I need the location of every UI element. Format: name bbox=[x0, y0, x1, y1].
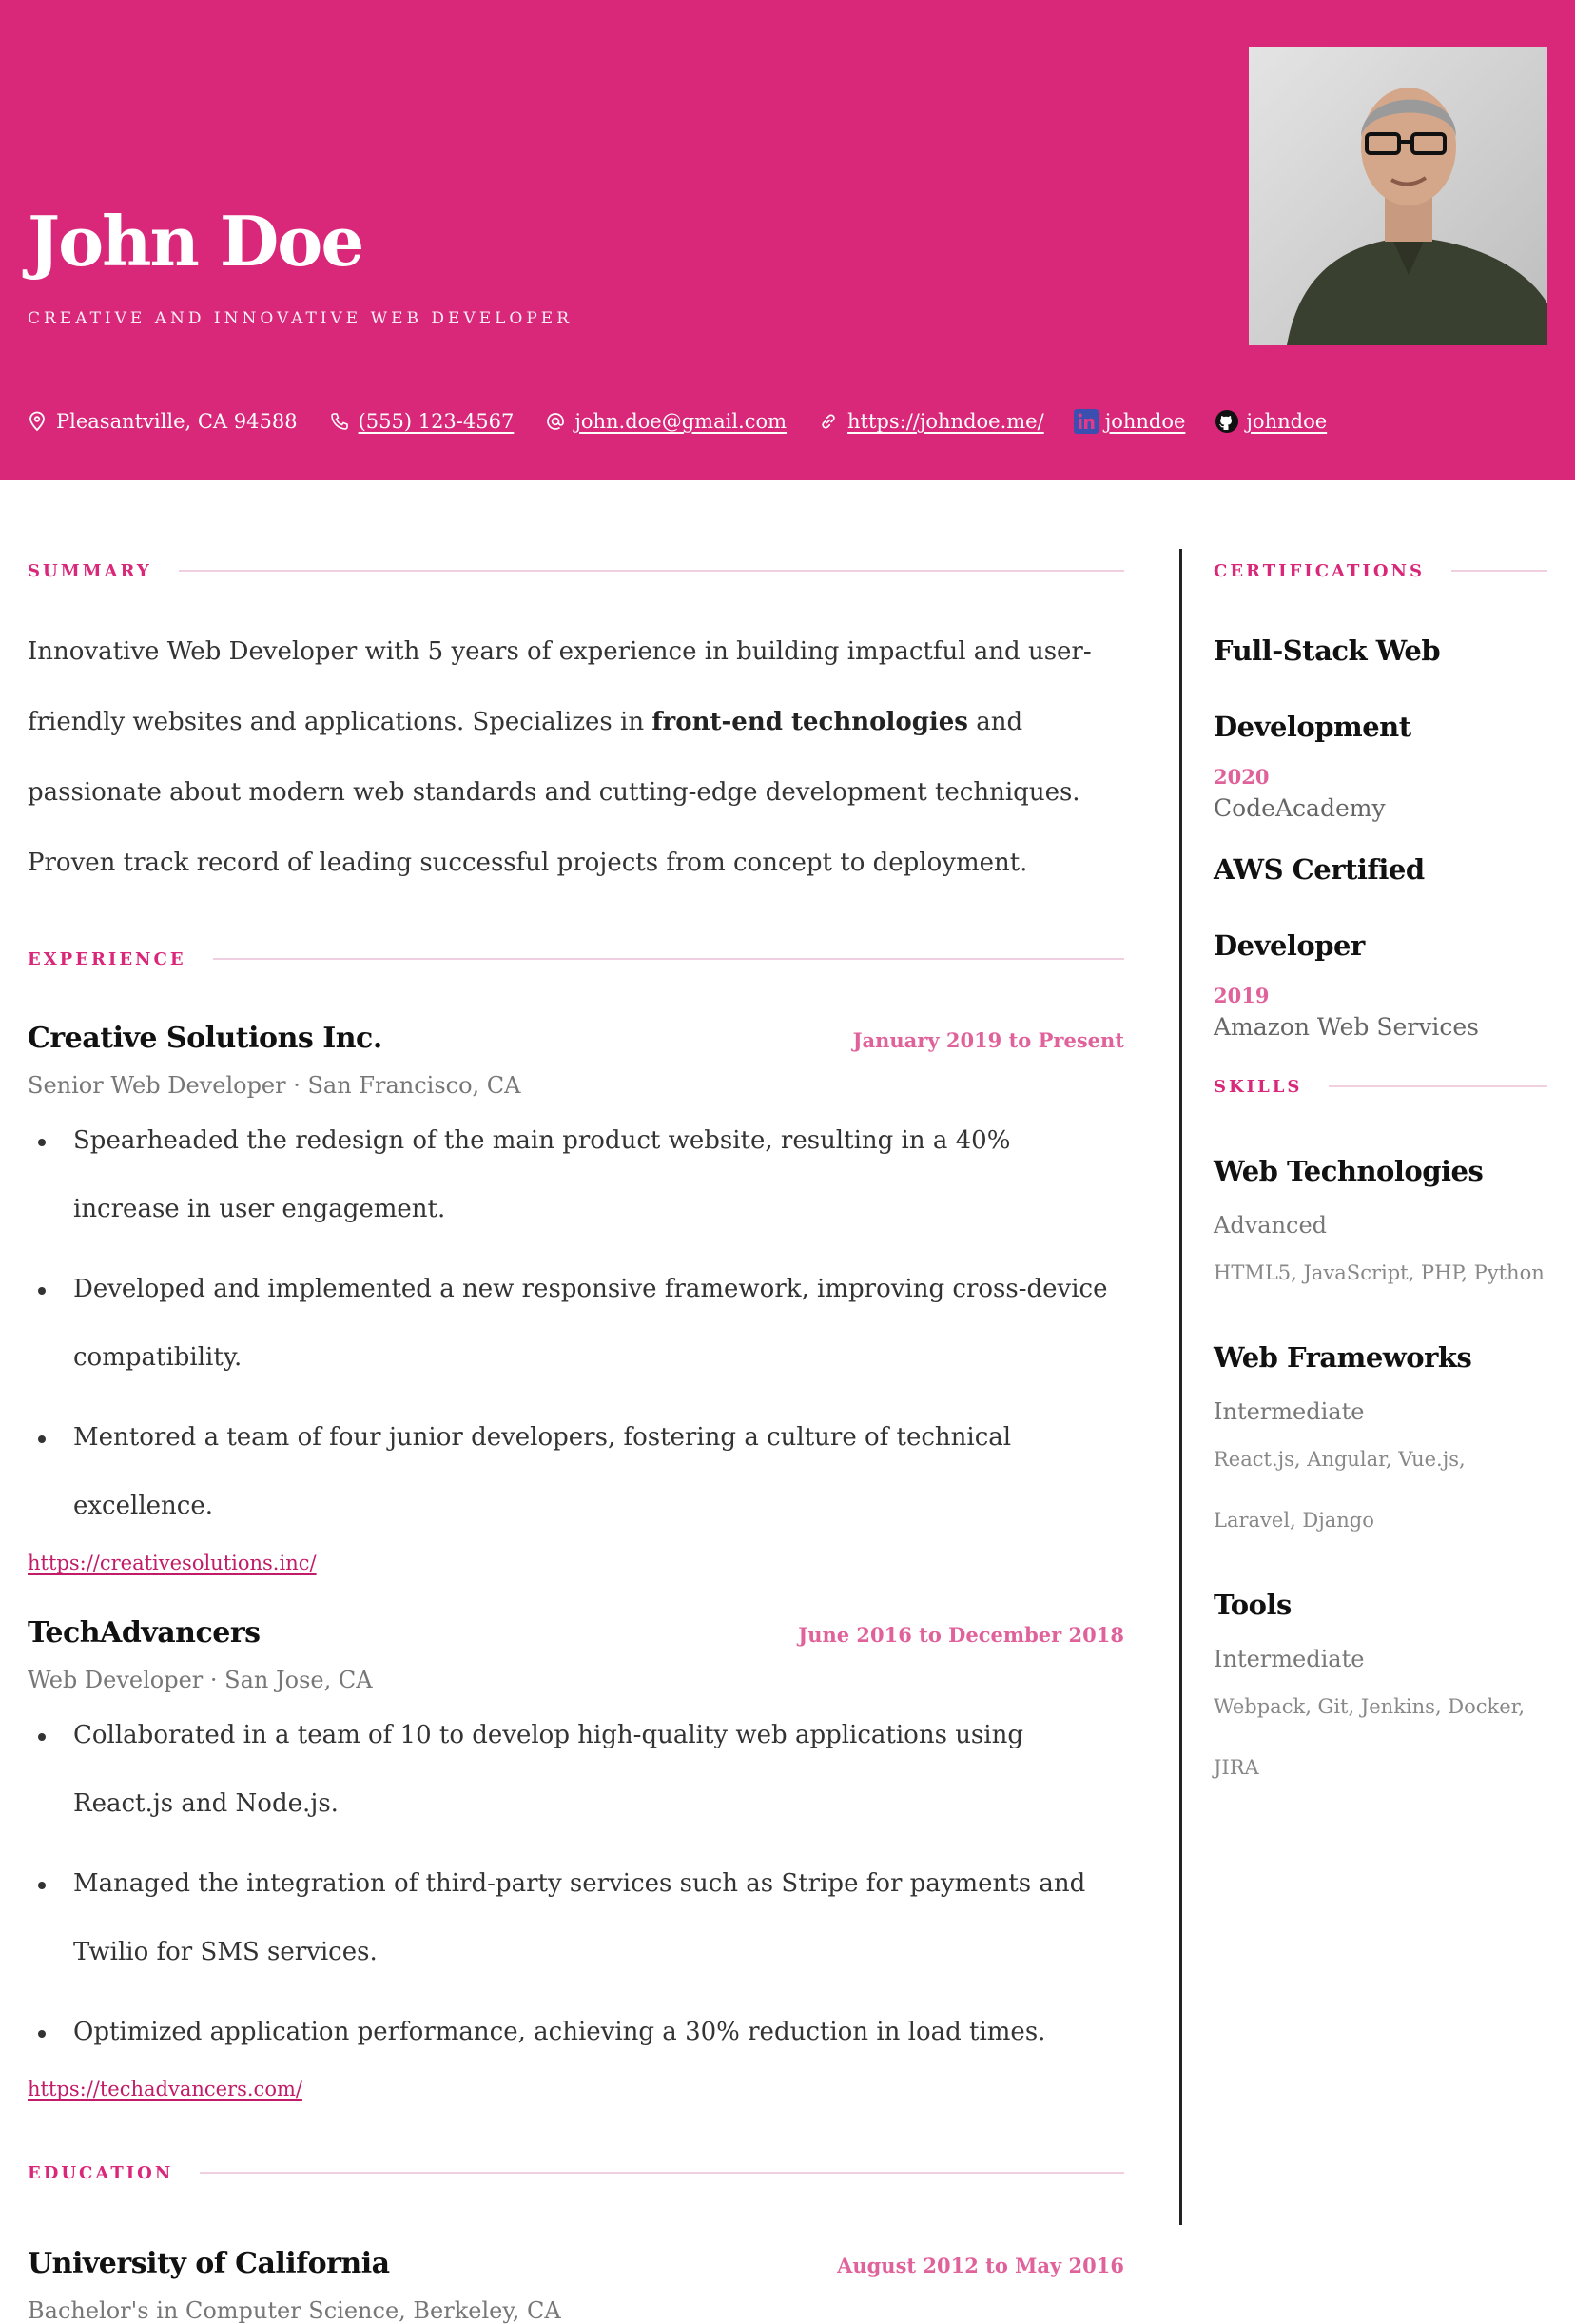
location-text: Pleasantville, CA 94588 bbox=[56, 410, 298, 433]
resume-header bbox=[0, 0, 1575, 480]
position-location: Senior Web Developer · San Francisco, CA bbox=[28, 1072, 521, 1099]
company-url-link[interactable]: https://creativesolutions.inc/ bbox=[28, 1552, 317, 1574]
certifications-heading bbox=[1214, 542, 1547, 599]
section-rule bbox=[1329, 1085, 1547, 1087]
position-location: Web Developer · San Jose, CA bbox=[28, 1667, 373, 1693]
education-title: EDUCATION bbox=[28, 2162, 174, 2183]
company-name: TechAdvancers bbox=[28, 1616, 261, 1650]
skill-item bbox=[1214, 1589, 1547, 1798]
experience-date: June 2016 to December 2018 bbox=[798, 1623, 1124, 1647]
degree-text: Bachelor's in Computer Science, Berkeley, CA bbox=[28, 2297, 561, 2324]
section-rule bbox=[200, 2172, 1124, 2174]
skill-keywords: Webpack, Git, Jenkins, Docker, JIRA bbox=[1214, 1695, 1526, 1779]
github-icon bbox=[1217, 412, 1236, 431]
contact-email bbox=[546, 410, 787, 433]
skill-level: Intermediate bbox=[1214, 1398, 1365, 1425]
skill-level: Intermediate bbox=[1214, 1646, 1365, 1672]
experience-bullets bbox=[28, 1106, 1124, 1540]
column-divider bbox=[1179, 549, 1182, 2225]
contact-github bbox=[1217, 410, 1327, 433]
bullet-item: Mentored a team of four junior developers, fostering a culture of technical excellence. bbox=[28, 1403, 1124, 1540]
phone-link[interactable]: (555) 123-4567 bbox=[358, 410, 515, 433]
summary-title: SUMMARY bbox=[28, 560, 152, 581]
skill-item bbox=[1214, 1155, 1547, 1303]
location-pin-icon bbox=[28, 412, 47, 431]
section-rule bbox=[1451, 570, 1547, 572]
skill-name: Tools bbox=[1214, 1589, 1292, 1621]
skill-keywords: React.js, Angular, Vue.js, Laravel, Django bbox=[1214, 1448, 1466, 1532]
institution-name: University of California bbox=[28, 2247, 390, 2280]
certification-issuer: Amazon Web Services bbox=[1214, 1013, 1479, 1041]
bullet-item: Spearheaded the redesign of the main product website, resulting in a 40% increase in user engagement. bbox=[28, 1106, 1124, 1243]
person-name: John Doe bbox=[28, 201, 363, 282]
skills-title: SKILLS bbox=[1214, 1076, 1303, 1097]
summary-heading bbox=[28, 542, 1124, 599]
contact-linkedin bbox=[1077, 410, 1186, 433]
summary-bold-text: front-end technologies bbox=[651, 708, 968, 736]
certification-year: 2019 bbox=[1214, 984, 1270, 1007]
skill-name: Web Frameworks bbox=[1214, 1341, 1472, 1374]
main-column bbox=[28, 542, 1124, 2324]
section-rule bbox=[213, 958, 1124, 960]
skill-item bbox=[1214, 1341, 1547, 1551]
bullet-item: Collaborated in a team of 10 to develop high-quality web applications using React.js and Node.js. bbox=[28, 1701, 1124, 1838]
skill-name: Web Technologies bbox=[1214, 1155, 1484, 1187]
certification-item bbox=[1214, 831, 1547, 1041]
bullet-item: Developed and implemented a new responsive framework, improving cross-device compatibility. bbox=[28, 1255, 1124, 1392]
certification-year: 2020 bbox=[1214, 765, 1270, 789]
experience-title: EXPERIENCE bbox=[28, 948, 186, 969]
company-url-link[interactable]: https://techadvancers.com/ bbox=[28, 2078, 302, 2100]
profile-photo bbox=[1249, 47, 1547, 345]
education-item bbox=[28, 2247, 1124, 2324]
summary-text: Innovative Web Developer with 5 years of experience in building impactful and user-friendly websites and applications. Specializes in front-end technologies and passionate about modern web standards and cutting-edge development techniques. Proven track record of leading successful projects from concept to deployment. bbox=[28, 637, 1092, 877]
skills-heading bbox=[1214, 1058, 1547, 1115]
education-heading bbox=[28, 2144, 1124, 2201]
github-link[interactable]: johndoe bbox=[1246, 410, 1328, 433]
contact-phone bbox=[330, 410, 515, 433]
section-rule bbox=[179, 570, 1124, 572]
linkedin-icon bbox=[1077, 412, 1096, 431]
skill-keywords: HTML5, JavaScript, PHP, Python bbox=[1214, 1261, 1545, 1284]
link-icon bbox=[819, 412, 838, 431]
company-name: Creative Solutions Inc. bbox=[28, 1022, 382, 1055]
certification-name: AWS Certified Developer bbox=[1214, 853, 1425, 962]
contact-location bbox=[28, 410, 298, 433]
bullet-item: Optimized application performance, achieving a 30% reduction in load times. bbox=[28, 1998, 1124, 2066]
experience-item bbox=[28, 1616, 1124, 2100]
person-headline: CREATIVE AND INNOVATIVE WEB DEVELOPER bbox=[28, 309, 573, 328]
linkedin-link[interactable]: johndoe bbox=[1104, 410, 1186, 433]
contact-website bbox=[819, 410, 1044, 433]
sidebar-column bbox=[1214, 542, 1547, 1798]
certification-issuer: CodeAcademy bbox=[1214, 794, 1386, 822]
website-link[interactable]: https://johndoe.me/ bbox=[847, 410, 1044, 433]
skill-level: Advanced bbox=[1214, 1212, 1328, 1239]
contact-bar bbox=[28, 410, 1327, 433]
at-sign-icon bbox=[546, 412, 565, 431]
phone-icon bbox=[330, 412, 349, 431]
certification-item bbox=[1214, 613, 1547, 822]
bullet-item: Managed the integration of third-party services such as Stripe for payments and Twilio for SMS services. bbox=[28, 1849, 1124, 1986]
experience-bullets bbox=[28, 1701, 1124, 2066]
experience-date: January 2019 to Present bbox=[852, 1028, 1124, 1052]
certification-name: Full-Stack Web Development bbox=[1214, 635, 1441, 743]
education-date: August 2012 to May 2016 bbox=[837, 2254, 1124, 2277]
certifications-title: CERTIFICATIONS bbox=[1214, 560, 1425, 581]
experience-item bbox=[28, 1022, 1124, 1574]
experience-heading bbox=[28, 930, 1124, 987]
email-link[interactable]: john.doe@gmail.com bbox=[574, 410, 788, 433]
